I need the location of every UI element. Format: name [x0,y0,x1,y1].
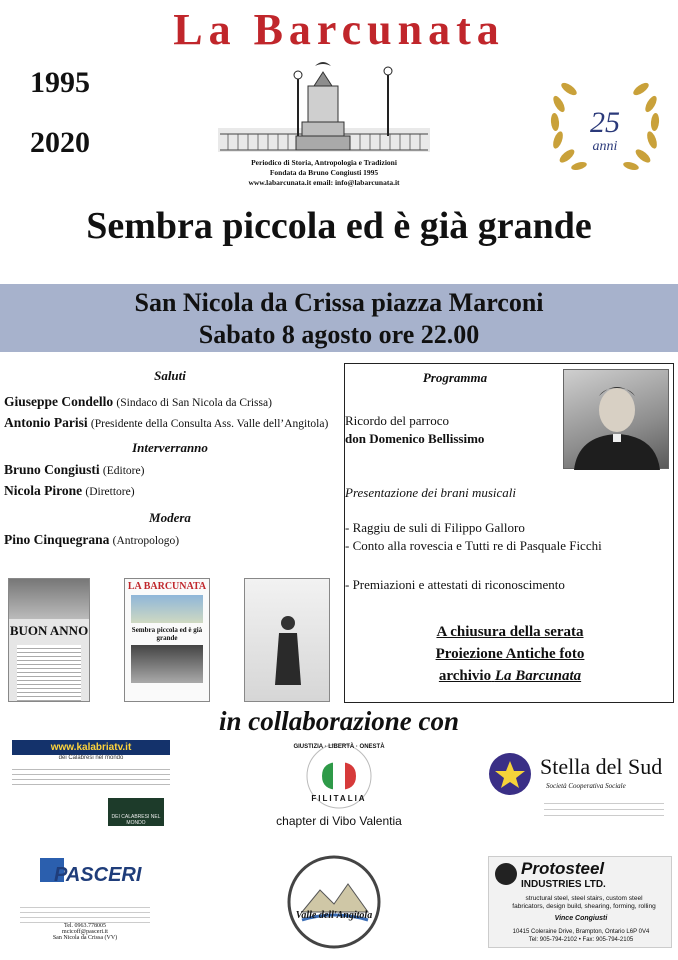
sponsor-pasceri [20,852,150,952]
program-item: - Raggiu de suli di Filippo Galloro [345,520,525,535]
speaker-role: (Antropologo) [112,535,180,547]
closing-line: Proiezione Antiche foto [435,646,585,662]
speakers-column [0,362,340,551]
don-name: don Domenico Bellissimo [345,431,485,446]
sponsor-valle-angitola [284,854,384,950]
collab-heading: in collaborazione con [218,706,460,736]
event-datetime: Sabato 8 agosto ore 22.00 [198,320,480,349]
badge-number: 25 [590,106,620,139]
protosteel-name: Protosteel [521,859,605,878]
pasceri-name: PASCERI [54,864,142,886]
program-item: - Premiazioni e attestati di riconoscimento [345,577,565,592]
valle-name: Valle dell'Angitola [295,910,373,921]
protosteel-sub: INDUSTRIES LTD. [521,879,606,890]
sponsor-filitalia [256,742,422,832]
year-end: 2020 [30,126,90,159]
speaker [4,392,340,413]
logo-caption-line: Periodico di Storia, Antropologia e Tradizioni [251,158,397,167]
kalabria-sub: dei Calabresi nel mondo [58,755,124,761]
cover-title: BUON ANNO [9,623,89,638]
event-place: San Nicola da Crissa piazza Marconi [134,288,544,317]
interverranno-heading: Interverranno [132,440,208,455]
sponsor-protosteel [488,856,672,948]
poster-title: La Barcunata [173,5,505,54]
pasceri-tel: Tel. 0963.778005 [63,923,107,929]
stella-sub: Società Cooperativa Sociale [546,782,626,790]
speaker [4,481,340,502]
logo-caption-line: Fondata da Bruno Congiusti 1995 [269,168,379,177]
speaker-name: Pino Cinquegrana [4,532,110,547]
protosteel-logo-icon [495,863,517,885]
speaker [4,460,340,481]
stella-text-block [544,798,664,818]
speaker-name: Giuseppe Condello [4,394,114,409]
kalabria-text-block [12,765,170,789]
priest-photo [563,369,669,469]
modera-heading: Modera [149,510,191,525]
saluti-heading: Saluti [154,368,186,383]
programma-box [344,363,674,703]
laurel-badge-icon [545,70,665,180]
speaker-role: (Presidente della Consulta Ass. Valle dell’Angitola) [90,418,329,430]
cover-text-block [17,645,81,701]
cover-photo [131,645,203,683]
badge-word: anni [592,139,618,154]
filitalia-chapter: chapter di Vibo Valentia [276,814,402,828]
protosteel-tel: Tel: 905-794-2102 • Fax: 905-794-2105 [528,937,634,943]
speaker-name: Bruno Congiusti [4,462,100,477]
program-item: - Conto alla rovescia e Tutti re di Pasquale Ficchi [345,538,602,553]
speaker-name: Antonio Parisi [4,415,88,430]
closing-line: A chiusura della serata [436,624,584,640]
cover-thumbnail-3 [244,578,330,702]
presentazione-text: Presentazione dei brani musicali [345,485,517,500]
speaker-role: (Direttore) [85,486,135,498]
event-band [0,284,678,352]
protosteel-desc: structural steel, steel stairs, custom steel fabricators, design build, shearing, forming, rolling [512,895,656,910]
pasceri-text-block [20,903,150,923]
protosteel-address: 10415 Coleraine Drive, Brampton, Ontario L6P 0V4 [512,929,650,935]
speaker [4,530,340,551]
kalabria-url: www.kalabriatv.it [12,740,170,755]
slogan: Sembra piccola ed è già grande [86,205,592,247]
kalabria-tv-badge: DEI CALABRESI NEL MONDO [108,798,164,826]
stella-name: Stella del Sud [540,754,663,779]
filitalia-name: FILITALIA [311,794,367,803]
woman-figure-icon [245,579,331,703]
speaker [4,413,340,434]
pasceri-city: San Nicola da Crissa (VV) [52,935,118,941]
pasceri-email: mcicoff@pasceri.it [62,929,108,935]
ricordo-text: Ricordo del parroco [345,413,449,428]
closing-line [385,666,635,686]
speaker-role: (Sindaco di San Nicola da Crissa) [116,397,272,409]
cover-title: LA BARCUNATA [127,581,207,592]
portrait-icon [564,370,670,470]
speaker-role: (Editore) [102,465,145,477]
closing-italic: La Barcunata [494,668,582,684]
programma-heading: Programma [422,370,488,385]
cover-subtitle: Sembra piccola ed è già grande [131,626,203,642]
cover-thumbnail-1 [8,578,90,702]
logo-caption-line: www.labarcunata.it email: info@labarcunata.it [248,178,400,187]
sponsor-kalabria [12,740,170,828]
year-start: 1995 [30,66,90,99]
cover-photo [9,579,89,619]
closing-word: archivio [438,668,492,684]
sponsor-stella [488,752,672,824]
valle-logo-icon [284,854,384,950]
cover-photo [131,595,203,623]
speaker-name: Nicola Pirone [4,483,83,498]
logo-caption [218,158,430,188]
filitalia-words: GIUSTIZIA · LIBERTÀ · ONESTÀ [293,744,385,750]
stella-logo-icon [488,752,532,796]
cover-thumbnail-2 [124,578,210,702]
protosteel-contact: Vince Congiusti [554,915,608,922]
